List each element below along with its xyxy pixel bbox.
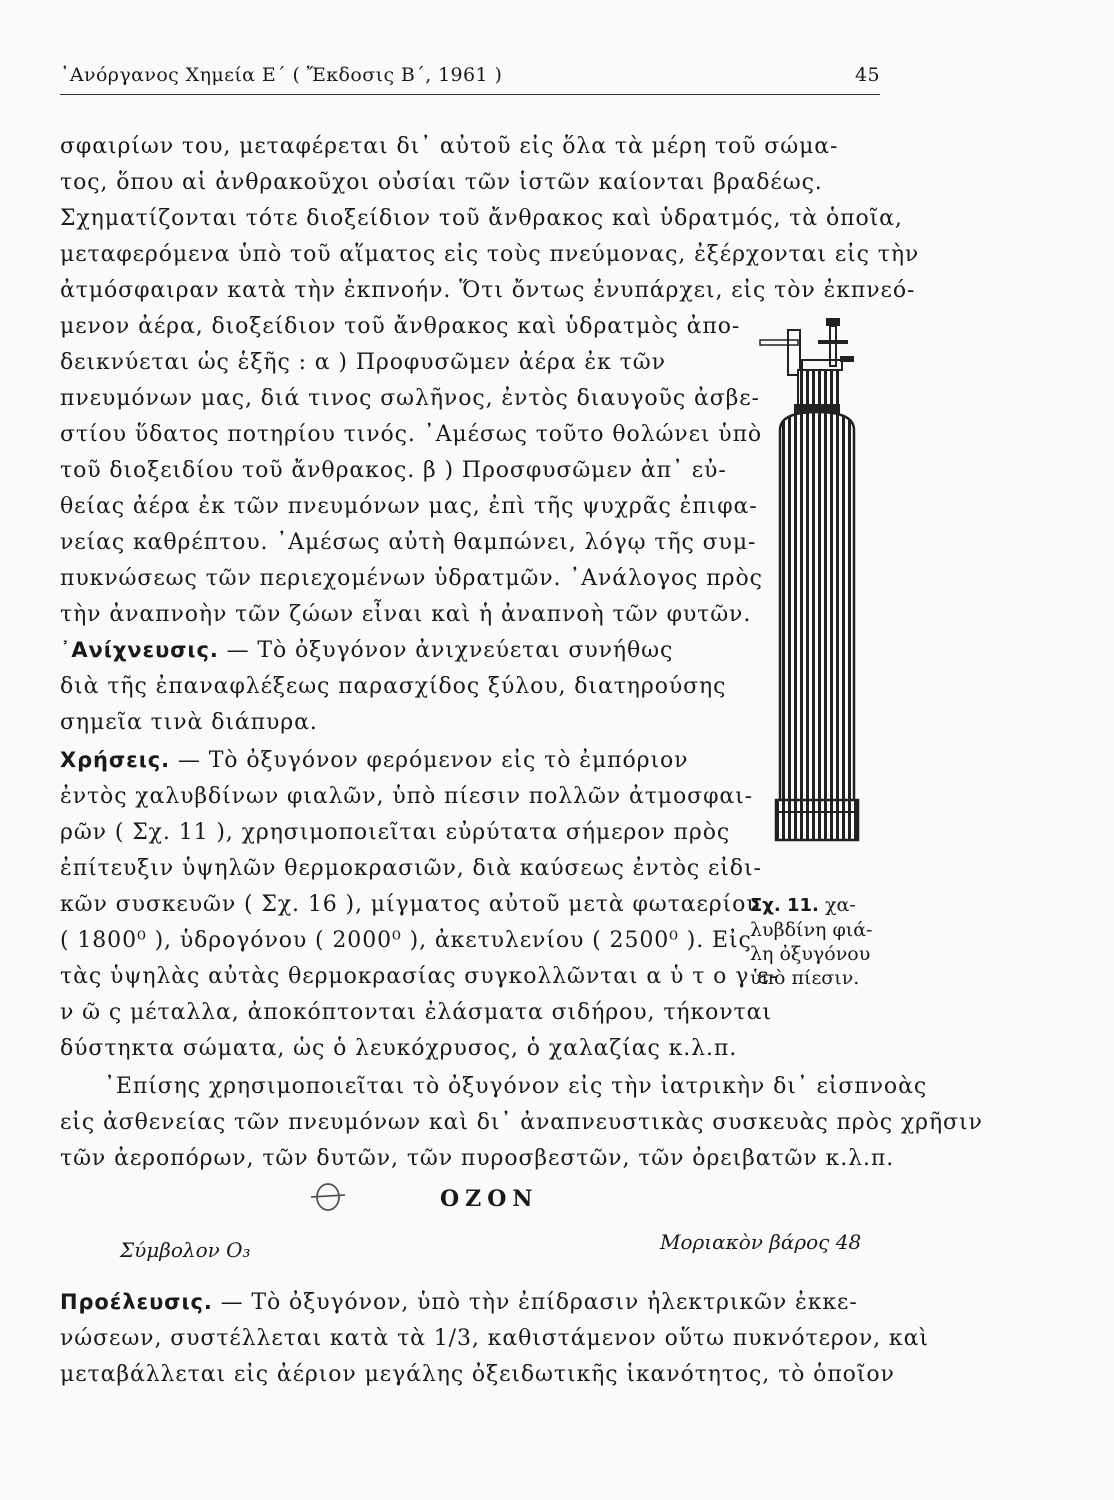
detection-line: σημεῖα τινὰ διάπυρα.: [60, 710, 318, 735]
body-line: πυκνώσεως τῶν περιεχομένων ὑδρατμῶν. ᾿Ανάλογος πρὸς: [60, 566, 763, 591]
origin-line: μεταβάλλεται εἰς ἀέριον μεγάλης ὀξειδωτικῆς ἱκανότητος, τὸ ὁποῖον: [60, 1362, 895, 1387]
uses-line: κῶν συσκευῶν ( Σχ. 16 ), μίγματος αὐτοῦ μετὰ φωταερίου: [60, 892, 761, 917]
caption-line: χα-: [824, 894, 856, 916]
caption-line: ὑπὸ πίεσιν.: [750, 967, 860, 989]
uses-line: ἐντὸς χαλυβδίνων φιαλῶν, ὑπὸ πίεσιν πολλῶν ἀτμοσφαι-: [60, 784, 753, 809]
ozone-symbol: Σύμβολον O₃: [120, 1238, 251, 1262]
figure-label: Σχ. 11.: [750, 895, 819, 916]
body-line: τοῦ διοξειδίου τοῦ ἄνθρακος. β ) Προσφυσῶμεν ἀπ᾿ εὐ-: [60, 458, 727, 483]
body-line: δεικνύεται ὡς ἑξῆς : α ) Προφυσῶμεν ἀέρα ἐκ τῶν: [60, 350, 666, 375]
oxygen-cylinder-illustration: [740, 300, 890, 880]
handwritten-theta-mark: [308, 1180, 348, 1214]
page-number: 45: [855, 64, 880, 86]
figure-caption: [750, 893, 900, 990]
header-title: ᾿Ανόργανος Χημεία Ε΄ ( Ἔκδοσις Β΄, 1961 ): [60, 64, 503, 86]
origin-text: — Τὸ ὀξυγόνον, ὑπὸ τὴν ἐπίδρασιν ἠλεκτρικῶν ἐκκε-: [212, 1290, 858, 1315]
body-line: μενον ἀέρα, διοξείδιον τοῦ ἄνθρακος καὶ ὑδρατμὸς ἀπο-: [60, 314, 741, 339]
uses-line: τὰς ὑψηλὰς αὐτὰς θερμοκρασίας συγκολλῶνται α ὑ τ ο γ ε-: [60, 964, 778, 989]
uses-line: ρῶν ( Σχ. 11 ), χρησιμοποιεῖται εὐρύτατα σήμερον πρὸς: [60, 820, 731, 845]
running-header: [60, 60, 880, 95]
uses-text: — Τὸ ὀξυγόνον φερόμενον εἰς τὸ ἐμπόριον: [170, 748, 689, 773]
body-line: τος, ὅπου αἱ ἀνθρακοῦχοι οὐσίαι τῶν ἱστῶν καίονται βραδέως.: [60, 170, 823, 195]
body-line: Σχηματίζονται τότε διοξείδιον τοῦ ἄνθρακος καὶ ὑδρατμός, τὰ ὁποῖα,: [60, 206, 903, 231]
origin-line: [60, 1290, 882, 1315]
body-line: τὴν ἀναπνοὴν τῶν ζώων εἶναι καὶ ἡ ἀναπνοὴ τῶν φυτῶν.: [60, 602, 752, 627]
detection-line: διὰ τῆς ἐπαναφλέξεως παρασχίδος ξύλου, διατηρούσης: [60, 674, 727, 699]
body-line: στίου ὕδατος ποτηρίου τινός. ᾿Αμέσως τοῦτο θολώνει ὑπὸ: [60, 422, 763, 447]
uses-para2-line: εἰς ἀσθενείας τῶν πνευμόνων καὶ δι᾿ ἀναπνευστικὰς συσκευὰς πρὸς χρῆσιν: [60, 1110, 983, 1135]
detection-line: [60, 638, 710, 663]
body-line: μεταφερόμενα ὑπὸ τοῦ αἵματος εἰς τοὺς πνεύμονας, ἐξέρχονται εἰς τὴν: [60, 242, 920, 267]
caption-line: λυβδίνη φιά-: [750, 919, 873, 941]
uses-line: ( 1800⁰ ), ὑδρογόνου ( 2000⁰ ), ἀκετυλενίου ( 2500⁰ ). Εἰς: [60, 928, 752, 953]
ozone-molar-weight: Μοριακὸν βάρος 48: [660, 1230, 862, 1254]
body-line: σφαιρίων του, μεταφέρεται δι᾿ αὐτοῦ εἰς ὅλα τὰ μέρη τοῦ σώμα-: [60, 134, 839, 159]
body-line: θείας ἀέρα ἐκ τῶν πνευμόνων μας, ἐπὶ τῆς ψυχρᾶς ἐπιφα-: [60, 494, 758, 519]
uses-line: δύστηκτα σώματα, ὡς ὁ λευκόχρυσος, ὁ χαλαζίας κ.λ.π.: [60, 1036, 738, 1061]
section-title-ozon: ΟΖΟΝ: [440, 1186, 539, 1212]
detection-heading: ᾿Ανίχνευσις.: [60, 638, 219, 662]
origin-heading: Προέλευσις.: [60, 1290, 213, 1314]
caption-line: λη ὀξυγόνου: [750, 943, 871, 965]
body-line: ἀτμόσφαιραν κατὰ τὴν ἐκπνοήν. Ὅτι ὄντως ἐνυπάρχει, εἰς τὸν ἐκπνεό-: [60, 278, 916, 303]
detection-text: — Τὸ ὀξυγόνον ἀνιχνεύεται συνήθως: [218, 638, 674, 663]
origin-line: νώσεων, συστέλλεται κατὰ τὰ 1/3, καθιστάμενον οὕτω πυκνότερον, καὶ: [60, 1326, 929, 1351]
uses-line: [60, 748, 710, 773]
uses-para2-line: τῶν ἀεροπόρων, τῶν δυτῶν, τῶν πυροσβεστῶν, τῶν ὀρειβατῶν κ.λ.π.: [60, 1146, 895, 1171]
uses-para2-line: ᾿Επίσης χρησιμοποιεῖται τὸ ὀξυγόνον εἰς τὴν ἰατρικὴν δι᾿ εἰσπνοὰς: [104, 1074, 928, 1099]
uses-line: ν ῶ ς μέταλλα, ἀποκόπτονται ἐλάσματα σιδήρου, τήκονται: [60, 1000, 772, 1025]
uses-heading: Χρήσεις.: [60, 748, 171, 772]
uses-line: ἐπίτευξιν ὑψηλῶν θερμοκρασιῶν, διὰ καύσεως ἐντὸς εἰδι-: [60, 856, 762, 881]
body-line: νείας καθρέπτου. ᾿Αμέσως αὐτὴ θαμπώνει, λόγῳ τῆς συμ-: [60, 530, 757, 555]
body-line: πνευμόνων μας, διά τινος σωλῆνος, ἐντὸς διαυγοῦς ἀσβε-: [60, 386, 760, 411]
